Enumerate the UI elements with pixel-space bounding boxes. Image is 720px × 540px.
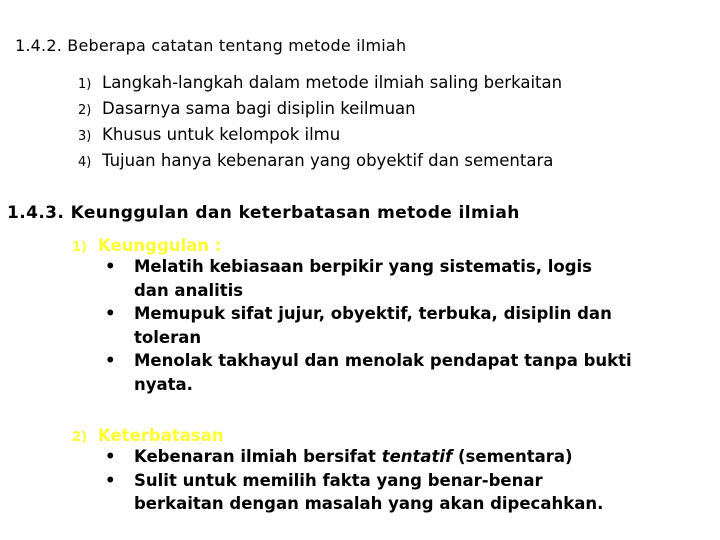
advantages-title (72, 236, 632, 255)
notes-list (78, 71, 562, 175)
list-text: Khusus untuk kelompok ilmu (102, 125, 341, 144)
list-text: Dasarnya sama bagi disiplin keilmuan (102, 99, 416, 118)
section-heading-1-4-2: 1.4.2. Beberapa catatan tentang metode ilmiah (15, 36, 407, 55)
subsection-title: Keunggulan : (98, 236, 222, 255)
list-number: 4) (78, 155, 92, 170)
limitations-title (72, 426, 632, 445)
bullet-text: Memupuk sifat jujur, obyektif, terbuka, disiplin dan toleran (134, 304, 612, 347)
list-number: 2) (78, 103, 92, 118)
bullet-text: Melatih kebiasaan berpikir yang sistematis, logis dan analitis (134, 257, 593, 300)
subsection-number: 2) (72, 430, 87, 445)
subsection-title: Keterbatasan (98, 426, 224, 445)
list-text: Langkah-langkah dalam metode ilmiah saling berkaitan (102, 73, 563, 92)
list-text: Tujuan hanya kebenaran yang obyektif dan sementara (102, 151, 554, 170)
bullet-icon: • (105, 257, 116, 276)
bullet-icon: • (105, 351, 116, 370)
bullet-text: Menolak takhayul dan menolak pendapat tanpa bukti nyata. (134, 351, 632, 394)
list-item (78, 123, 562, 149)
advantages-list (72, 255, 632, 396)
list-item (78, 149, 562, 175)
bullet-text: Sulit untuk memilih fakta yang benar-benar berkaitan dengan masalah yang akan dipecahkan. (134, 470, 604, 513)
list-item (78, 97, 562, 123)
bullet-icon: • (105, 447, 116, 466)
list-number: 3) (78, 129, 92, 144)
bullet-icon: • (105, 470, 116, 490)
bullet-text-tail: (sementara) (452, 447, 573, 466)
list-item (72, 302, 632, 349)
list-number: 1) (78, 77, 92, 92)
section-heading-1-4-3: 1.4.3. Keunggulan dan keterbatasan metode ilmiah (7, 203, 520, 223)
subsection-number: 1) (72, 240, 87, 255)
bullet-icon: • (105, 304, 116, 323)
bullet-text: Kebenaran ilmiah bersifat (134, 447, 382, 466)
limitations-list (72, 445, 632, 516)
list-item (72, 255, 632, 302)
list-item (72, 469, 632, 516)
list-item (72, 445, 632, 469)
emphasis-text: tentatif (381, 447, 453, 466)
advantages-block (72, 236, 632, 396)
limitations-block (72, 426, 632, 516)
list-item (78, 71, 562, 97)
list-item (72, 349, 632, 396)
